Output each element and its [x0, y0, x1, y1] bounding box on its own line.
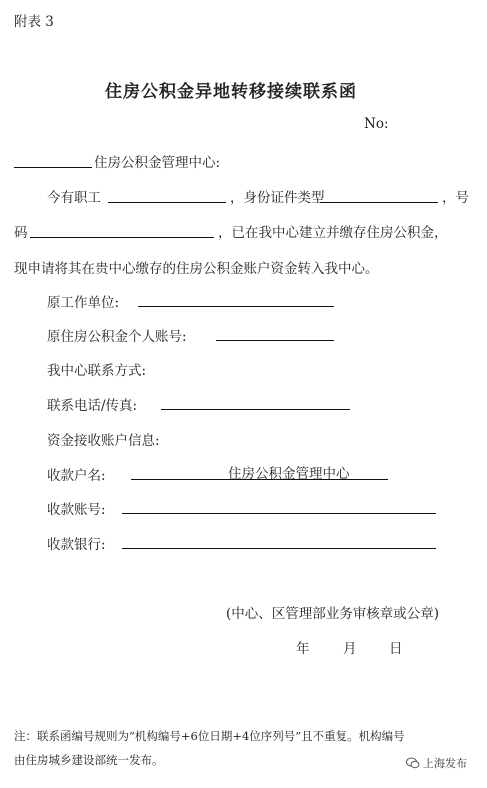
date-month: 月 — [343, 641, 357, 657]
body-line3: 现申请将其在贵中心缴存的住房公积金账户资金转入我中心。 — [14, 261, 379, 277]
original-account-field[interactable] — [216, 340, 334, 341]
watermark — [406, 755, 467, 771]
phone-fax-field[interactable] — [161, 409, 350, 410]
original-account-label: 原住房公积金个人账号: — [47, 329, 187, 345]
body-line1-mid: ，身份证件类型 — [230, 190, 325, 206]
date-day: 日 — [389, 641, 403, 657]
id-number-field[interactable] — [30, 237, 214, 238]
payee-account-label: 收款账号: — [47, 502, 106, 518]
page-title: 住房公积金异地转移接续联系函 — [105, 82, 357, 102]
payee-name-label: 收款户名: — [47, 468, 106, 484]
wechat-icon — [406, 757, 420, 769]
attachment-label: 附表 3 — [14, 14, 54, 30]
contact-header: 我中心联系方式: — [47, 363, 147, 379]
payee-name-value: 住房公积金管理中心 — [228, 466, 350, 482]
date-year: 年 — [296, 641, 310, 657]
payee-bank-field[interactable] — [122, 548, 436, 549]
phone-fax-label: 联系电话/传真: — [47, 398, 138, 414]
id-type-field[interactable] — [320, 202, 438, 203]
addressee-blank[interactable] — [14, 167, 92, 168]
footnote-line1: 注：联系函编号规则为“机构编号+6位日期+4位序列号”且不重复。机构编号 — [14, 729, 405, 743]
body-line2-prefix: 码 — [14, 225, 28, 241]
number-label: No: — [364, 116, 389, 132]
watermark-text: 上海发布 — [423, 757, 467, 770]
body-line1-end: ，号 — [442, 190, 469, 206]
receiving-header: 资金接收账户信息: — [47, 433, 160, 449]
original-employer-label: 原工作单位: — [47, 295, 120, 311]
original-employer-field[interactable] — [138, 306, 334, 307]
stamp-note: (中心、区管理部业务审核章或公章) — [226, 606, 440, 622]
payee-account-field[interactable] — [122, 513, 436, 514]
payee-bank-label: 收款银行: — [47, 537, 106, 553]
body-line2-suffix: ，已在我中心建立并缴存住房公积金， — [218, 225, 448, 241]
body-line1-prefix: 今有职工 — [47, 190, 101, 206]
employee-name-field[interactable] — [108, 202, 226, 203]
footnote-line2: 由住房城乡建设部统一发布。 — [14, 753, 164, 767]
addressee-suffix: 住房公积金管理中心: — [94, 155, 221, 171]
